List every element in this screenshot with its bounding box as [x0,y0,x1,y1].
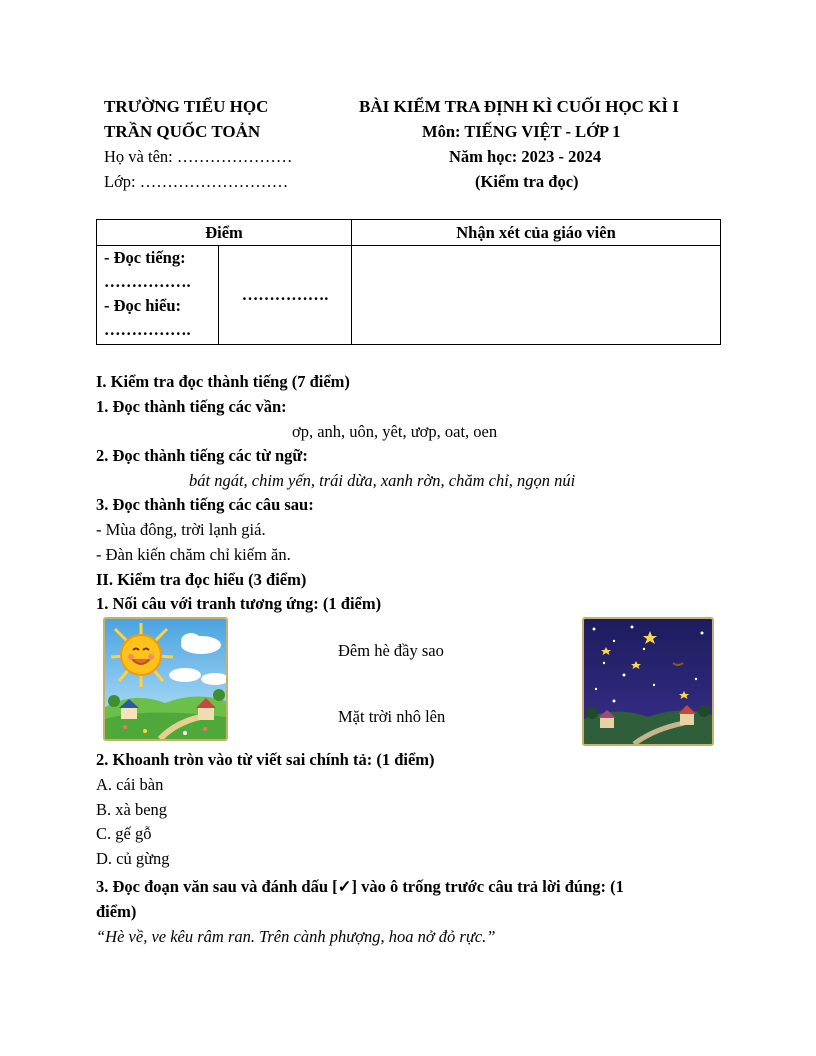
exam-year: Năm học: 2023 - 2024 [449,147,602,166]
score-breakdown-cell [97,246,219,345]
part2-q3-line2: điểm) [96,902,137,921]
option-d: D. củ gừng [96,849,170,868]
part1-q3: 3. Đọc thành tiếng các câu sau: [96,495,314,514]
moon-icon [584,619,712,744]
exam-title: BÀI KIỂM TRA ĐỊNH KÌ CUỐI HỌC KÌ I [359,97,679,116]
part1-q2: 2. Đọc thành tiếng các từ ngữ: [96,446,308,465]
part2-heading: II. Kiểm tra đọc hiểu (3 điểm) [96,570,307,589]
reading-aloud-label: - Đọc tiếng: [104,248,186,267]
match-sentence-sunrise: Mặt trời nhô lên [338,707,446,726]
student-class-field: Lớp: ……………………… [104,172,289,191]
part2-q3-line1: 3. Đọc đoạn văn sau và đánh dấu [✓] vào ô trống trước câu trả lời đúng: (1 [96,877,624,896]
part1-q2-content: bát ngát, chim yến, trái dừa, xanh rờn, chăm chỉ, ngọn núi [189,471,576,490]
part1-q1: 1. Đọc thành tiếng các vần: [96,397,287,416]
starry-night-picture [582,617,714,746]
reading-passage: “Hè về, ve kêu râm ran. Trên cành phượng, hoa nở đỏ rực.” [96,927,496,946]
exam-subject: Môn: TIẾNG VIỆT - LỚP 1 [422,122,621,141]
part1-q1-content: ơp, anh, uôn, yêt, ươp, oat, oen [292,422,498,441]
option-a: A. cái bàn [96,775,164,794]
part1-q3-line2: - Đàn kiến chăm chỉ kiếm ăn. [96,545,291,564]
sunrise-picture [103,617,228,741]
student-name-field: Họ và tên: ………………… [104,147,293,166]
reading-comprehension-label: - Đọc hiểu: [104,296,181,315]
school-name-line2: TRẦN QUỐC TOẢN [104,122,261,141]
match-sentence-night: Đêm hè đầy sao [338,641,444,660]
total-score-dots: ……………. [241,285,329,304]
part1-heading: I. Kiểm tra đọc thành tiếng (7 điểm) [96,372,350,391]
school-name-line1: TRƯỜNG TIỂU HỌC [104,97,269,116]
teacher-comment-header: Nhận xét của giáo viên [352,220,721,246]
part1-q3-line1: - Mùa đông, trời lạnh giá. [96,520,266,539]
teacher-comment-cell [352,246,721,345]
sun-icon [105,619,226,739]
exam-type: (Kiểm tra đọc) [475,172,579,191]
reading-comprehension-score-dots: ……………. [104,320,191,339]
score-header: Điểm [97,220,352,246]
reading-aloud-score-dots: ……………. [104,272,191,291]
part2-q1: 1. Nối câu với tranh tương ứng: (1 điểm) [96,594,382,613]
total-score-cell [219,246,352,345]
option-c: C. gế gỗ [96,824,152,843]
score-table [96,219,721,345]
part2-q2: 2. Khoanh tròn vào từ viết sai chính tả: (1 điểm) [96,750,435,769]
option-b: B. xà beng [96,800,168,819]
